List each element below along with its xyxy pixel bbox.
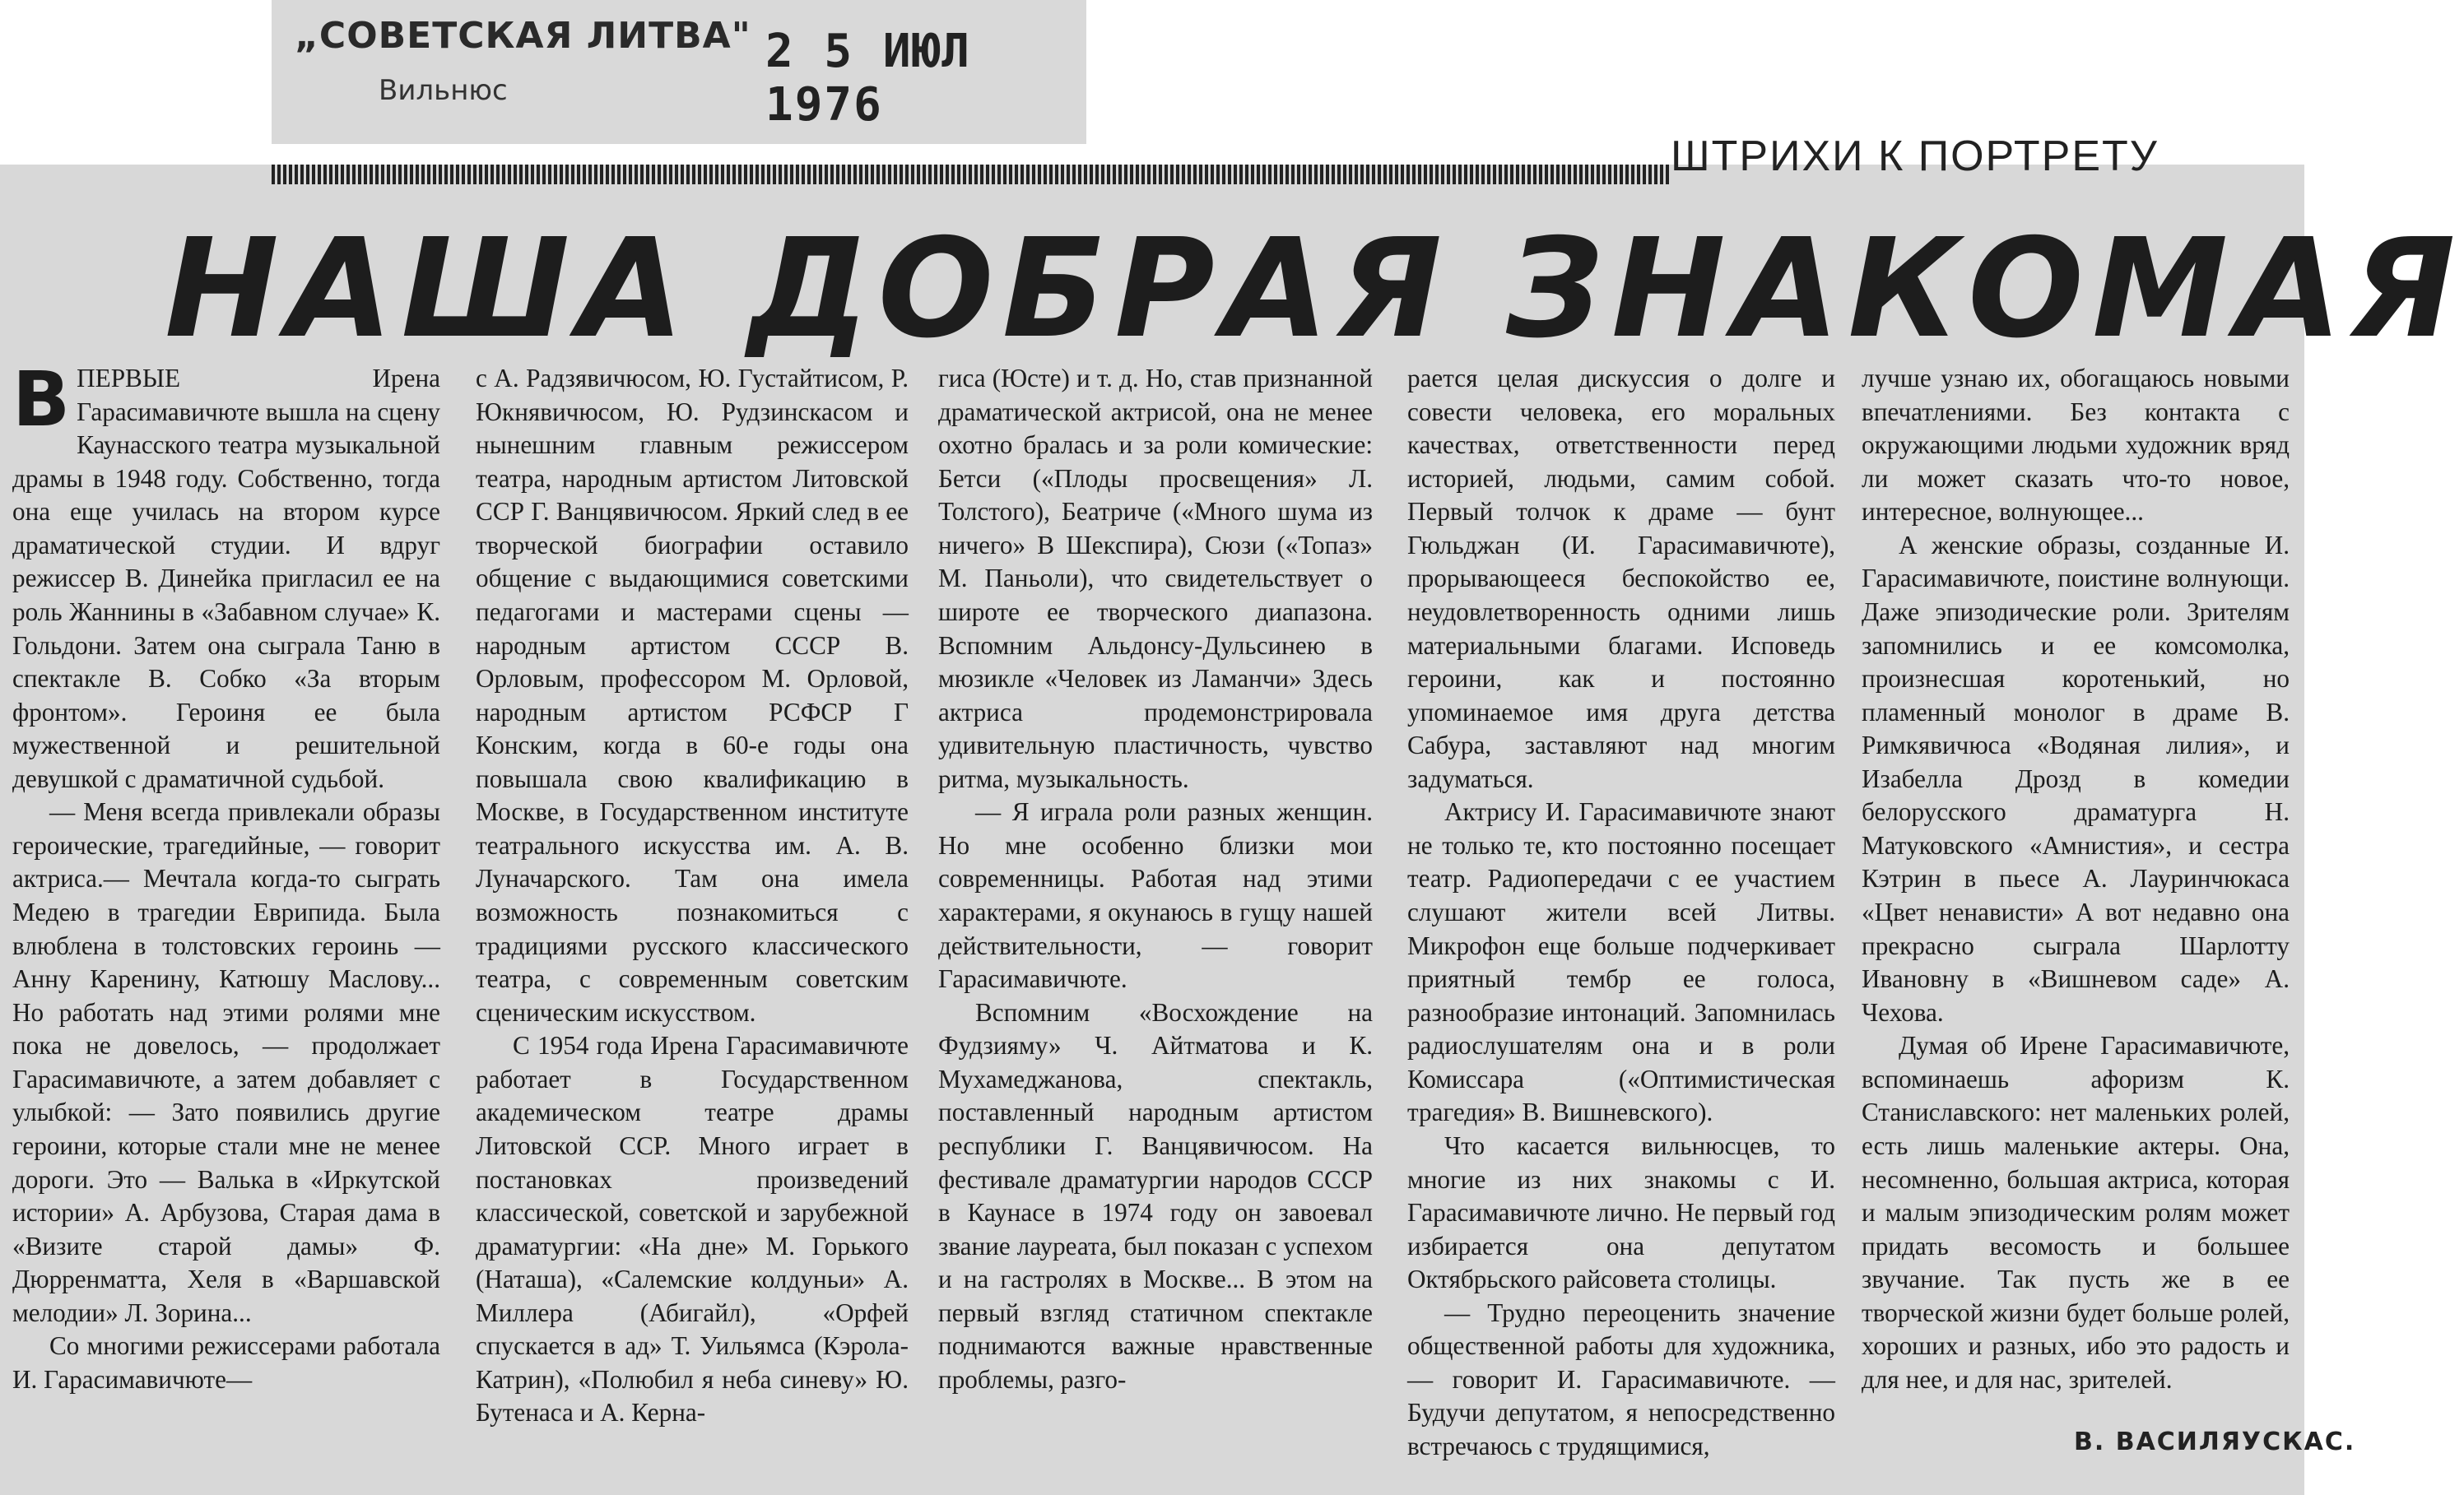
paragraph: с А. Радзявичюсом, Ю. Густайтисом, Р. Юкнявичюсом, Ю. Рудзинскасом и нынешним главным режиссером театра, народным артистом Литовской ССР Г. Ванцявичюсом. Яркий след в ее творческой биографии оставило общение с выдающимися советскими педагогами и мастерами сцены — народным артистом СССР В. Орловым, профессором М. Орловой, народным артистом РСФСР Г Конским, когда в 60-е годы она повышала свою квалификацию в Москве, в Государственном институте театрального искусства им. А. В. Луначарского. Там она имела возможность познакомиться с традициями русского классического театра, с современным советским сценическим искусством. (476, 364, 909, 1027)
article-headline: НАША ДОБРАЯ ЗНАКОМАЯ (165, 210, 2464, 369)
paragraph: Что касается вильнюсцев, то многие из них знакомы с И. Гарасимавичюте лично. Не первый год избирается она депутатом Октябрьского райсовета столицы. (1407, 1131, 1835, 1294)
paragraph: — Трудно переоценить значение общественной работы для художника, — говорит И. Гарасимавичюте. — Будучи депутатом, я непосредственно встречаюсь с трудящимися, (1407, 1298, 1835, 1460)
paragraph: — Меня всегда привлекали образы героические, трагедийные, — говорит актриса.— Мечтала когда-то сыграть Медею в трагедии Еврипида. Была влюблена в толстовских героинь — Анну Каренину, Катюшу Маслову... Но работать над этими ролями мне пока не довелось, — продолжает Гарасимавичюте, а затем добавляет с улыбкой: — Зато появились другие героини, которые стали мне не менее дороги. Это — Валька в «Иркутской истории» А. Арбузова, Старая дама в «Визите старой дамы» Ф. Дюрренматта, Хеля в «Варшавской мелодии» Л. Зорина... (12, 797, 440, 1327)
paragraph: Вспомним «Восхождение на Фудзияму» Ч. Айтматова и К. Мухамеджанова, спектакль, поставленный народным артистом республики Г. Ванцявичюсом. На фестивале драматургии народов СССР в Каунасе в 1974 году он завоевал звание лауреата, был показан с успехом и на гастролях в Москве... В этом на первый взгляд статичном спектакле поднимаются важные нравственные проблемы, разго- (938, 997, 1373, 1394)
article-column-1 (12, 355, 440, 1456)
article-column-3 (938, 362, 1373, 1456)
stamp-date: 2 5 ИЮЛ 1976 (765, 25, 972, 132)
article-author: В. ВАСИЛЯУСКАС. (2074, 1428, 2356, 1456)
paragraph: Актрису И. Гарасимавичюте знают не только те, кто постоянно посещает театр. Радиопередачи с ее участием слушают жители всей Литвы. Микрофон еще больше подчеркивает приятный тембр ее голоса, разнообразие интонаций. Запомнилась радиослушателям она и в роли Комиссара («Оптимистическая трагедия» В. Вишневского). (1407, 797, 1835, 1127)
paragraph: Думая об Ирене Гарасимавичюте, вспоминаешь афоризм К. Станиславского: нет маленьких ролей, есть лишь маленькие актеры. Она, несомненно, большая актриса, которая и малым эпизодическим ролям может придать весомость и большее звучание. Так пусть же в ее творческой жизни будет больше ролей, хороших и разных, ибо это радость и для нее, и для нас, зрителей. (1862, 1031, 2290, 1394)
paragraph: рается целая дискуссия о долге и совести человека, его моральных качествах, ответственности перед историей, людьми, самим собой. Первый толчок к драме — бунт Гюльджан (И. Гарасимавичюте), прорывающееся беспокойство ее, неудовлетворенность одними лишь материальными благами. Исповедь героини, как и постоянно упоминаемое имя друга детства Сабура, заставляют над многим задуматься. (1407, 364, 1835, 793)
paragraph: гиса (Юсте) и т. д. Но, став признанной драматической актрисой, она не менее охотно бралась и за роли комические: Бетси («Плоды просвещения» Л. Толстого), Беатриче («Много шума из ничего» В Шекспира), Сюзи («Топаз» М. Паньоли), что свидетельствует о широте ее творческого диапазона. Вспомним Альдонсу-Дульсинею в мюзикле «Человек из Ламанчи» Здесь актриса продемонстрировала удивительную пластичность, чувство ритма, музыкальность. (938, 364, 1373, 793)
paragraph: А женские образы, созданные И. Гарасимавичюте, поистине волнующи. Даже эпизодические роли. Зрителям запомнились и ее комсомолка, произнесшая коротенький, но пламенный монолог в драме В. Римкявичюса «Водяная лилия», и Изабелла Дрозд в комедии белорусского драматурга Н. Матуковского «Амнистия», и сестра Кэтрин в пьесе А. Лауринчюкаса «Цвет ненависти» А вот недавно она прекрасно сыграла Шарлотту Ивановну в «Вишневом саде» А. Чехова. (1862, 530, 2290, 1027)
header-rule (272, 165, 1671, 184)
stamp-newspaper-name: „СОВЕТСКАЯ ЛИТВА" (295, 15, 751, 57)
paragraph: ВПЕРВЫЕ Ирена Гарасимавичюте вышла на сцену Каунасского театра музыкальной драмы в 1948 году. Собственно, тогда она еще училась на втором курсе драматической студии. И вдруг режиссер В. Динейка пригласил ее на роль Жаннины в «Забавном случае» К. Гольдони. Затем она сыграла Таню в спектакле В. Собко «За вторым фронтом». Героиня ее была мужественной и решительной девушкой с драматичной судьбой. (12, 355, 440, 793)
stamp-city: Вильнюс (379, 74, 508, 107)
paragraph: лучше узнаю их, обогащаюсь новыми впечатлениями. Без контакта с окружающими людьми художник вряд ли может сказать что-то новое, интересное, волнующее... (1862, 364, 2290, 527)
article-column-2 (476, 362, 909, 1456)
article-column-4 (1407, 362, 1835, 1460)
paragraph: — Я играла роли разных женщин. Но мне особенно близки мои современницы. Работая над этими характерами, я окунаюсь в гущу нашей действительности, — говорит Гарасимавичюте. (938, 797, 1373, 994)
article-column-5 (1862, 362, 2290, 1456)
newspaper-stamp (272, 0, 1086, 144)
paragraph: С 1954 года Ирена Гарасимавичюте работает в Государственном академическом театре драмы Литовской ССР. Много играет в постановках произведений классической, советской и зарубежной драматургии: «На дне» М. Горького (Наташа), «Салемские колдуньи» А. Миллера (Абигайл), «Орфей спускается в ад» Т. Уильямса (Кэрола-Катрин), «Полюбил я неба синеву» Ю. Бутенаса и А. Керна- (476, 1031, 909, 1428)
rubric-label: ШТРИХИ К ПОРТРЕТУ (1671, 132, 2159, 180)
paragraph: Со многими режиссерами работала И. Гарасимавичюте— (12, 1331, 440, 1394)
drop-cap: В (12, 355, 71, 443)
